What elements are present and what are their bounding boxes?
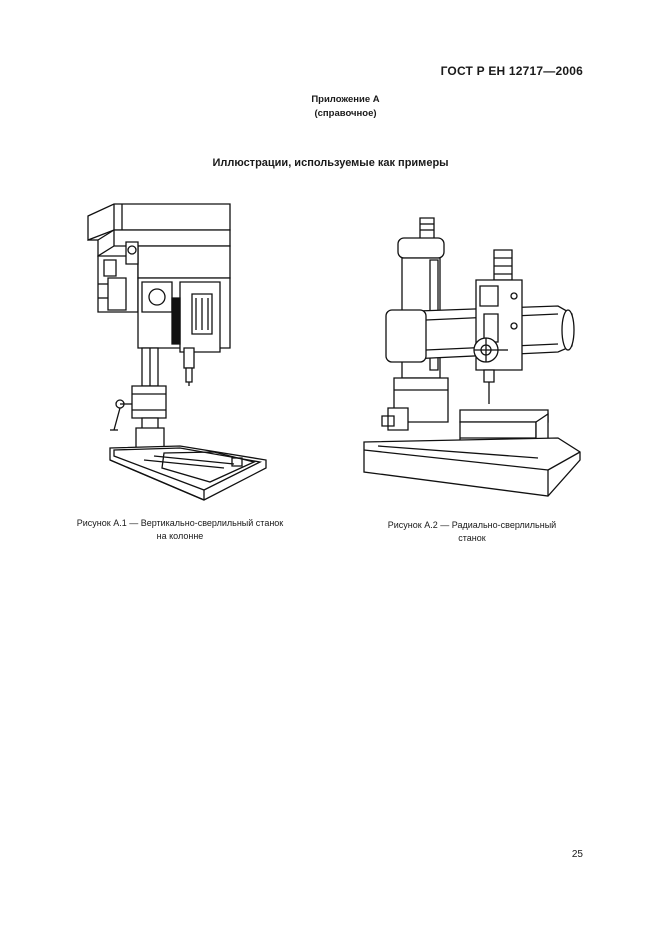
caption-a2-line1: Рисунок А.2 — Радиально-сверлильный bbox=[387, 520, 557, 530]
caption-a1-line2: на колонне bbox=[156, 531, 204, 541]
standard-number: ГОСТ Р ЕН 12717—2006 bbox=[440, 64, 583, 78]
section-title: Иллюстрации, используемые как примеры bbox=[212, 157, 449, 169]
annex-status: (справочное) bbox=[314, 108, 377, 119]
caption-a1-line1: Рисунок А.1 — Вертикально-сверлильный станок bbox=[76, 518, 284, 528]
figure-caption-a1 bbox=[55, 517, 305, 543]
page-number: 25 bbox=[571, 849, 583, 860]
caption-a2-line2: станок bbox=[458, 533, 486, 543]
figure-radial-drill bbox=[358, 210, 586, 505]
figure-pillar-drill bbox=[84, 198, 276, 508]
annex-heading bbox=[0, 93, 661, 121]
pillar-drill-illustration bbox=[84, 198, 276, 508]
radial-drill-illustration bbox=[358, 210, 586, 505]
annex-title: Приложение А bbox=[311, 94, 380, 105]
figure-caption-a2 bbox=[362, 519, 582, 545]
